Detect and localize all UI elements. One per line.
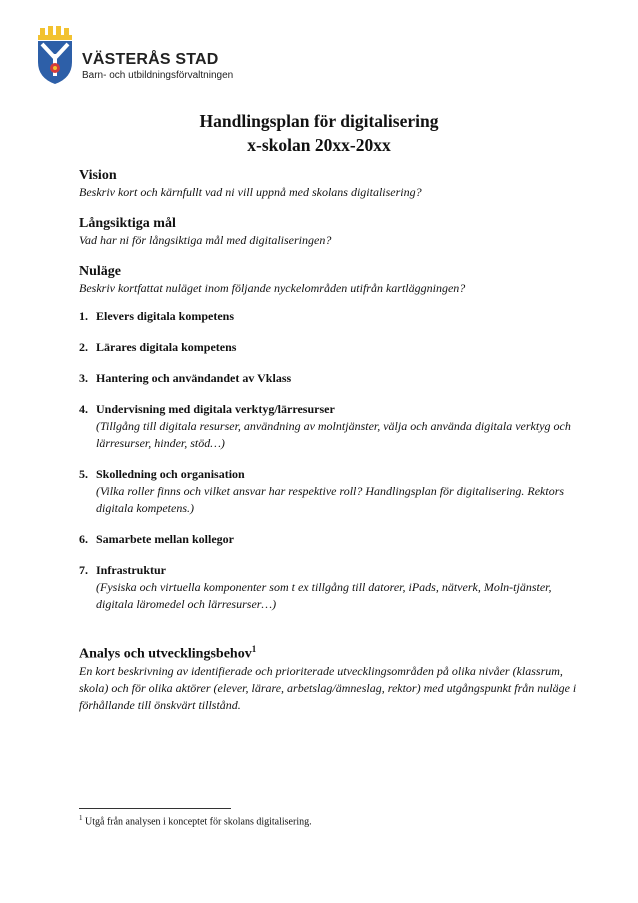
list-item-number: 1. [79,309,88,323]
list-item-description: (Tillgång till digitala resurser, användning av molntjänster, välja och använda digitala verktyg och lärresurser, hinder, stöd…) [96,419,571,450]
list-item-label: Lärares digitala kompetens [96,340,237,354]
footnote [79,814,312,827]
nulage-list [79,308,584,613]
mal-section [79,215,584,249]
list-item-number: 2. [79,340,88,354]
list-item-label: Samarbete mellan kollegor [96,532,234,546]
list-item-number: 7. [79,563,88,577]
list-item-label: Elevers digitala kompetens [96,309,234,323]
coat-of-arms-icon [34,24,78,86]
list-item-label: Hantering och användandet av Vklass [96,371,292,385]
list-item-label: Skolledning och organisation [96,467,245,481]
nulage-heading: Nuläge [79,264,121,279]
list-item-number: 5. [79,467,88,481]
analys-section [79,641,584,714]
list-item-number: 4. [79,402,88,416]
document-title: Handlingsplan för digitalisering [199,111,439,131]
list-item [79,401,584,452]
list-item-description: (Vilka roller finns och vilket ansvar har respektive roll? Handlingsplan för digitalisering. Rektors digitala kompetens.) [96,484,565,515]
analys-heading [79,641,584,663]
footnote-reference[interactable]: 1 [251,644,257,654]
list-item [79,308,584,325]
document-subtitle: x-skolan 20xx-20xx [247,135,391,155]
list-item [79,370,584,387]
nulage-text: Beskriv kortfattat nuläget inom följande nyckelområden utifrån kartläggningen? [79,281,466,295]
analys-text: En kort beskrivning av identifierade och prioriterade utvecklingsområden på olika nivåer (klassrum, skola) och för olika aktörer (elever, lärare, arbetslag/ämneslag, rektor) med utgångspunkt från nuläge i förhållande till önskvärt tillstånd. [79,663,577,712]
footnote-number: 1 [79,814,83,822]
list-item-description: (Fysiska och virtuella komponenter som t ex tillgång till datorer, iPads, nätverk, Moln-tjänster, digitala läromedel och lärresurser…) [96,580,552,611]
mal-text: Vad har ni för långsiktiga mål med digitaliseringen? [79,233,332,247]
footnote-divider [79,808,231,809]
nulage-section [79,263,584,613]
list-item-label: Infrastruktur [96,563,167,577]
org-subtitle: Barn- och utbildningsförvaltningen [82,70,234,81]
list-item [79,339,584,356]
org-name: VÄSTERÅS STAD [82,51,219,68]
list-item-label: Undervisning med digitala verktyg/lärresurser [96,402,335,416]
document-body [79,167,584,714]
mal-heading: Långsiktiga mål [79,216,176,231]
list-item-number: 3. [79,371,88,385]
vasteras-stad-logo [34,24,234,86]
list-item [79,531,584,548]
vision-section [79,167,584,201]
vision-text: Beskriv kort och kärnfullt vad ni vill uppnå med skolans digitalisering? [79,185,422,199]
footnote-text: Utgå från analysen i konceptet för skolans digitalisering. [82,816,312,828]
list-item [79,562,584,613]
analys-heading-text: Analys och utvecklingsbehov [79,646,252,662]
vision-heading: Vision [79,168,117,183]
list-item-number: 6. [79,532,88,546]
list-item [79,466,584,517]
